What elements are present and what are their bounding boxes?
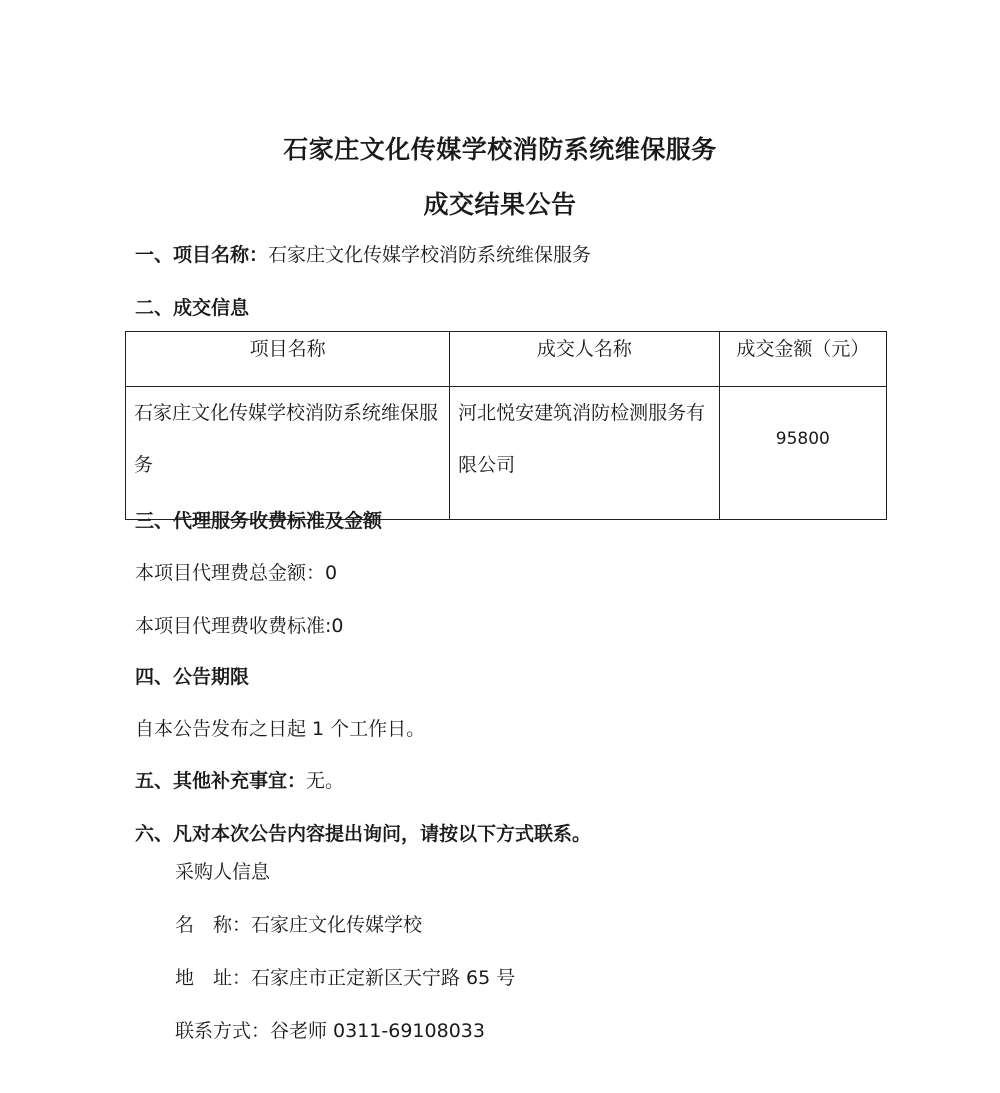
purchaser-contact: 联系方式：谷老师 0311-69108033	[175, 1020, 485, 1042]
section-project-name-label: 一、项目名称：	[135, 244, 269, 266]
section-other-matters-value: 无。	[306, 770, 345, 792]
table-cell-amount: 95800	[719, 387, 886, 520]
document-subtitle: 成交结果公告	[423, 190, 577, 219]
section-other-matters	[135, 766, 344, 793]
section-contact-heading: 六、凡对本次公告内容提出询问，请按以下方式联系。	[135, 823, 592, 845]
table-cell-winner: 河北悦安建筑消防检测服务有限公司	[450, 387, 720, 520]
section-deal-info-heading: 二、成交信息	[135, 297, 250, 319]
section-other-matters-label: 五、其他补充事宜：	[135, 770, 307, 792]
section-project-name-value: 石家庄文化传媒学校消防系统维保服务	[268, 244, 592, 266]
section-period-heading: 四、公告期限	[135, 666, 250, 688]
agency-fee-total: 本项目代理费总金额：0	[135, 562, 338, 584]
deal-info-table	[125, 331, 887, 520]
section-project-name	[135, 240, 591, 267]
table-header-cell: 成交金额（元）	[719, 332, 886, 387]
agency-fee-standard: 本项目代理费收费标准:0	[135, 615, 344, 637]
table-cell-project: 石家庄文化传媒学校消防系统维保服务	[126, 387, 450, 520]
table-header-cell: 成交人名称	[450, 332, 720, 387]
table-header-cell: 项目名称	[126, 332, 450, 387]
purchaser-address: 地 址：石家庄市正定新区天宁路 65 号	[175, 967, 516, 989]
section-agency-fee-heading: 三、代理服务收费标准及金额	[135, 510, 383, 532]
purchaser-name: 名 称：石家庄文化传媒学校	[175, 914, 423, 936]
table-header-row	[126, 332, 887, 387]
purchaser-info-title: 采购人信息	[175, 861, 271, 883]
table-row	[126, 387, 887, 520]
document-title: 石家庄文化传媒学校消防系统维保服务	[283, 135, 717, 164]
announcement-period-text: 自本公告发布之日起 1 个工作日。	[135, 718, 426, 740]
